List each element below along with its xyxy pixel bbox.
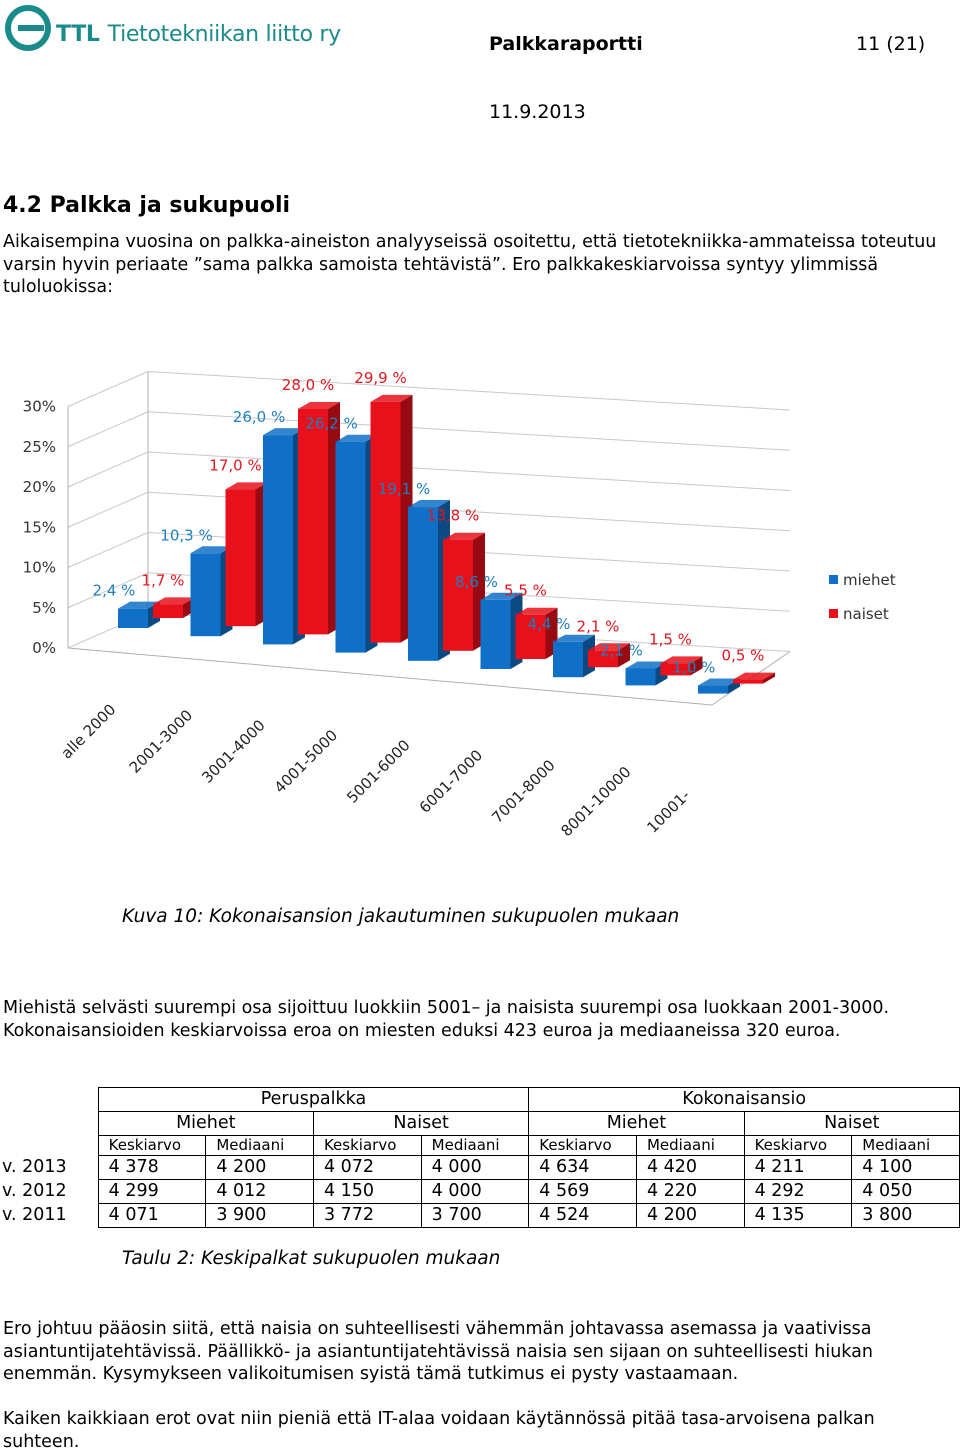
data-label-miehet: 4,4 % [527, 614, 571, 633]
table-cell: 3 700 [421, 1204, 529, 1228]
gender-header: Miehet [529, 1112, 744, 1136]
bar-miehet-7001-8000 [553, 642, 583, 677]
data-label-miehet: 26,2 % [305, 414, 358, 433]
report-date: 11.9.2013 [489, 101, 586, 123]
y-tick-label: 5% [32, 598, 56, 617]
figure-caption: Kuva 10: Kokonaisansion jakautuminen sukupuolen mukaan [122, 906, 680, 927]
x-tick-label: 4001-5000 [270, 726, 342, 797]
data-label-miehet: 2,1 % [600, 641, 643, 660]
table-cell: 3 900 [206, 1204, 314, 1228]
measure-header: Mediaani [206, 1136, 314, 1156]
data-label-naiset: 29,9 % [354, 368, 407, 387]
gridline-side [68, 372, 148, 407]
legend-swatch-miehet [829, 575, 838, 584]
table-cell: 4 211 [744, 1156, 852, 1180]
table-cell: 4 012 [206, 1180, 314, 1204]
legend-swatch-naiset [829, 609, 838, 618]
bar-miehet-3001-4000 [263, 435, 293, 644]
gender-salary-chart [0, 360, 960, 841]
page-number: 11 (21) [856, 33, 926, 55]
data-label-naiset: 5,5 % [504, 581, 547, 600]
data-label-miehet: 1,0 % [672, 658, 716, 677]
bar-miehet-2001-3000 [191, 553, 221, 636]
table-cell: 4 000 [421, 1180, 529, 1204]
table-cell: 4 200 [206, 1156, 314, 1180]
chart-bars [118, 395, 775, 694]
table-gender-row [0, 1112, 960, 1136]
x-tick-label: 6001-7000 [415, 746, 487, 817]
table-cell: 4 135 [744, 1204, 852, 1228]
gridline-side [68, 412, 148, 447]
table-cell: 4 050 [852, 1180, 960, 1204]
data-label-naiset: 2,1 % [576, 617, 620, 636]
y-tick-label: 0% [32, 639, 56, 657]
data-label-naiset: 13,8 % [426, 506, 480, 525]
y-tick-label: 20% [22, 478, 56, 496]
bar-miehet-10001- [698, 686, 728, 694]
table-cell: 4 071 [98, 1204, 206, 1228]
group-header: Peruspalkka [98, 1088, 529, 1112]
legend-label-naiset: naiset [843, 605, 889, 623]
data-label-miehet: 10,3 % [160, 526, 213, 545]
y-tick-label: 10% [22, 558, 56, 577]
y-tick-label: 30% [22, 397, 56, 416]
year-label: v. 2013 [2, 1157, 67, 1177]
bar-miehet-alle 2000 [118, 609, 148, 628]
gridline-side [68, 533, 148, 568]
table-cell: 4 000 [421, 1156, 529, 1180]
gridline [148, 372, 790, 411]
report-title: Palkkaraportti [489, 33, 643, 55]
data-label-naiset: 1,5 % [649, 630, 692, 649]
year-label: v. 2011 [2, 1205, 67, 1225]
table-cell: 4 220 [636, 1180, 744, 1204]
x-tick-label: 10001- [643, 786, 694, 837]
data-label-naiset: 28,0 % [281, 376, 335, 394]
gender-header: Naiset [313, 1112, 528, 1136]
table-caption: Taulu 2: Keskipalkat sukupuolen mukaan [122, 1248, 501, 1269]
chart-legend [829, 571, 896, 623]
x-tick-label: 3001-4000 [198, 716, 269, 787]
table-cell: 3 800 [852, 1204, 960, 1228]
table-cell: 4 569 [529, 1180, 637, 1204]
data-label-miehet: 8,6 % [455, 572, 498, 591]
bar-miehet-5001-6000 [408, 507, 438, 661]
bar-naiset-5001-6000 [443, 540, 473, 651]
data-label-miehet: 19,1 % [377, 480, 431, 499]
x-tick-label: alle 2000 [57, 700, 120, 763]
table-cell: 3 772 [313, 1204, 421, 1228]
data-label-naiset: 17,0 % [209, 456, 262, 475]
group-header: Kokonaisansio [529, 1088, 960, 1112]
bar-naiset-alle 2000 [153, 604, 183, 618]
measure-header: Mediaani [852, 1136, 960, 1156]
measure-header: Keskiarvo [529, 1136, 637, 1156]
measure-header: Mediaani [421, 1136, 529, 1156]
table-cell: 4 200 [636, 1204, 744, 1228]
body-paragraph-3: Ero johtuu pääosin siitä, että naisia on suhteellisesti vähemmän johtavassa asemassa ja vaativissa asiantuntijatehtävissä. Päällikkö- ja asiantuntijatehtävissä naisia sen sijaan on suhteellisesti hiukan enemmän. Kysymykseen valikoitumisen syistä tämä tutkimus ei pysty vastaamaan. [3, 1319, 873, 1384]
measure-header: Keskiarvo [744, 1136, 852, 1156]
legend-label-miehet: miehet [843, 571, 896, 589]
measure-header: Mediaani [636, 1136, 744, 1156]
gridline-side [68, 492, 148, 527]
measure-header: Keskiarvo [313, 1136, 421, 1156]
table-group-row [0, 1088, 960, 1112]
y-tick-label: 15% [22, 518, 56, 537]
data-label-naiset: 1,7 % [141, 571, 185, 590]
table-row [0, 1180, 960, 1204]
data-label-miehet: 26,0 % [232, 408, 286, 427]
salary-table [0, 1087, 960, 1228]
table-cell: 4 100 [852, 1156, 960, 1180]
bar-naiset-10001- [733, 680, 763, 684]
bar-miehet-8001-10000 [626, 668, 656, 685]
table-row [0, 1156, 960, 1180]
bar-naiset-2001-3000 [226, 489, 256, 626]
bar-miehet-4001-5000 [336, 442, 366, 653]
bar-naiset-3001-4000 [298, 409, 328, 634]
data-label-naiset: 0,5 % [721, 646, 765, 665]
table-row [0, 1204, 960, 1228]
measure-header: Keskiarvo [98, 1136, 206, 1156]
section-heading: 4.2 Palkka ja sukupuoli [3, 193, 291, 218]
bar-miehet-6001-7000 [481, 600, 511, 669]
x-tick-label: 2001-3000 [125, 706, 197, 777]
table-cell: 4 524 [529, 1204, 637, 1228]
table-cell: 4 292 [744, 1180, 852, 1204]
body-paragraph-2: Miehistä selvästi suurempi osa sijoittuu luokkiin 5001– ja naisista suurempi osa luokkaan 2001-3000. Kokonaisansioiden keskiarvoissa eroa on miesten eduksi 423 euroa ja mediaaneissa 320 euroa. [3, 998, 890, 1041]
table-measure-row [0, 1136, 960, 1156]
logo-text: TTL Tietotekniikan liitto ry [56, 22, 341, 47]
logo-bar-icon [18, 25, 44, 31]
intro-paragraph: Aikaisempina vuosina on palkka-aineiston analyyseissä osoitettu, että tietotekniikka-ammateissa toteutuu varsin hyvin periaate ”sama palkka samoista tehtävistä”. Ero palkkakeskiarvoissa syntyy ylimmissä tuloluokissa: [3, 232, 937, 297]
x-tick-label: 8001-10000 [557, 762, 635, 841]
gridline-side [68, 452, 148, 487]
data-label-miehet: 2,4 % [92, 581, 136, 600]
gender-header: Miehet [98, 1112, 313, 1136]
table-cell: 4 150 [313, 1180, 421, 1204]
gender-header: Naiset [744, 1112, 959, 1136]
body-paragraph-4: Kaiken kaikkiaan erot ovat niin pieniä että IT-alaa voidaan käytännössä pitää tasa-arvoisena palkan suhteen. [3, 1409, 875, 1452]
x-tick-label: 5001-6000 [343, 736, 414, 807]
table-cell: 4 378 [98, 1156, 206, 1180]
table-cell: 4 299 [98, 1180, 206, 1204]
table-cell: 4 634 [529, 1156, 637, 1180]
x-tick-label: 7001-8000 [488, 756, 559, 827]
bar-naiset-4001-5000 [371, 402, 401, 643]
table-cell: 4 072 [313, 1156, 421, 1180]
year-label: v. 2012 [2, 1181, 67, 1201]
chart-x-ticks [57, 700, 693, 840]
table-cell: 4 420 [636, 1156, 744, 1180]
y-tick-label: 25% [22, 437, 56, 456]
